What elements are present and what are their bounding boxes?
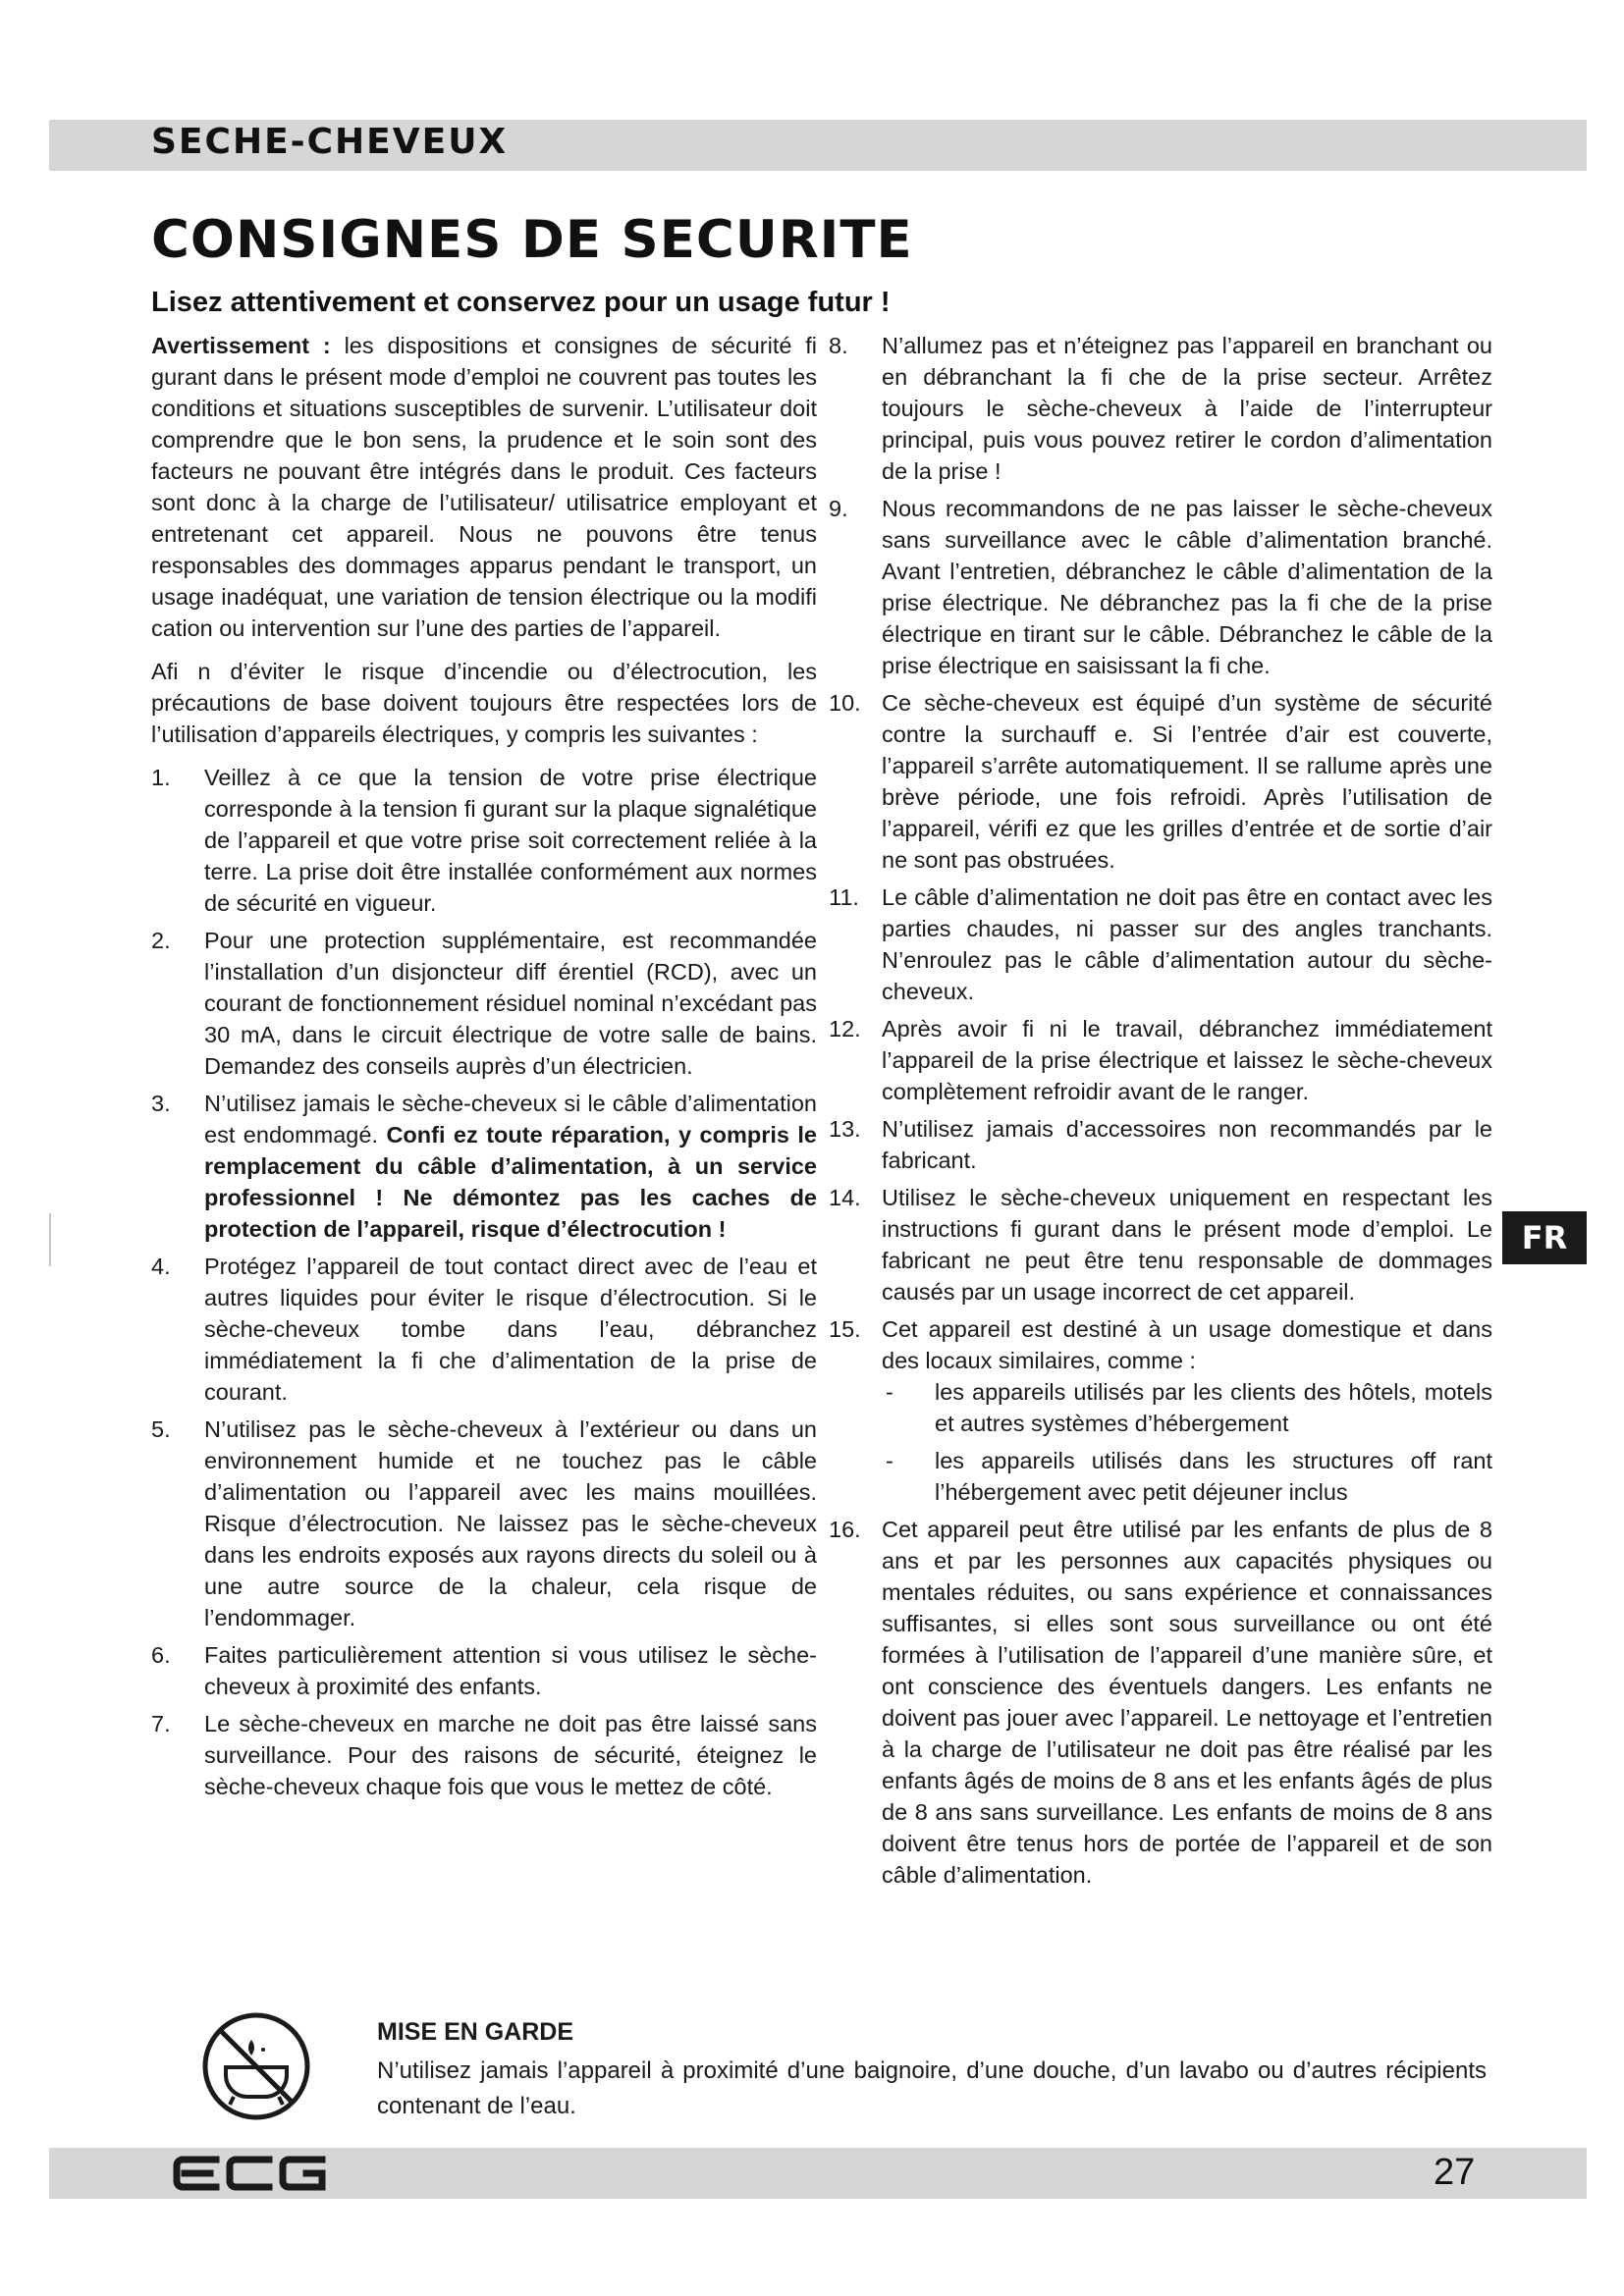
notice-title: MISE EN GARDE (377, 2018, 574, 2046)
item-text: N’utilisez jamais d’accessoires non recommandés par le fabricant. (882, 1116, 1492, 1173)
item-number: 15. (829, 1316, 861, 1342)
item-number: 10. (829, 690, 861, 716)
list-item (829, 1514, 1492, 1891)
list-item (829, 1113, 1492, 1176)
list-item (151, 1639, 817, 1702)
safety-list-right (829, 330, 1492, 1891)
subtitle: Lisez attentivement et conservez pour un usage futur ! (151, 287, 891, 318)
notice-text: N’utilisez jamais l’appareil à proximité d’une baignoire, d’une douche, d’un lavabo ou d’autres récipients contenant de l’eau. (377, 2057, 1487, 2119)
list-item (829, 687, 1492, 876)
safety-list-left (151, 762, 817, 1802)
sub-list-item: - les appareils utilisés dans les structures off rant l’hébergement avec petit déjeuner inclus (882, 1445, 1492, 1508)
item-text: Cet appareil peut être utilisé par les enfants de plus de 8 ans et par les personnes aux capacités physiques ou mentales réduites, ou sans expérience et connaissances suffisantes, si elles sont sous surveillance ou ont été formées à l’utilisation de l’appareil d’une manière sûre, et ont conscience des éventuels dangers. Les enfants ne doivent pas jouer avec l’appareil. Le nettoyage et l’entretien à la charge de l’utilisateur ne doit pas être réalisé par les enfants âgés de moins de 8 ans et les enfants âgés de plus de 8 ans sans surveillance. Les enfants de moins de 8 ans doivent être tenus hors de portée de l’appareil et de son câble d’alimentation. (882, 1517, 1492, 1888)
list-item (151, 762, 817, 919)
item-number: 13. (829, 1116, 861, 1142)
list-item (151, 1088, 817, 1245)
item-number: 9. (829, 496, 848, 521)
item-number: 11. (829, 884, 859, 910)
item-number: 7. (151, 1711, 171, 1736)
margin-mark (49, 1213, 51, 1266)
item-text: N’utilisez jamais le sèche-cheveux si le câble d’alimentation est endommagé. (204, 1091, 817, 1148)
item-number: 14. (829, 1185, 861, 1210)
item-bold-text: Confi ez toute réparation, y compris le remplacement du câble d’alimentation, à un service professionnel ! Ne démontez pas les caches de protection de l’appareil, risque d’électrocution ! (204, 1122, 817, 1242)
item-number: 3. (151, 1091, 171, 1116)
item-text: Faites particulièrement attention si vous utilisez le sèche-cheveux à proximité des enfants. (204, 1642, 817, 1699)
list-item (829, 881, 1492, 1007)
item-text: Le câble d’alimentation ne doit pas être en contact avec les parties chaudes, ni passer sur des angles tranchants. N’enroulez pas le câble d’alimentation autour du sèche-cheveux. (882, 884, 1492, 1004)
item-number: 2. (151, 928, 171, 953)
item-number: 12. (829, 1016, 861, 1041)
list-item (829, 330, 1492, 487)
page-number: 27 (1434, 2152, 1476, 2193)
list-item (151, 925, 817, 1082)
item-text: Protégez l’appareil de tout contact direct avec de l’eau et autres liquides pour éviter le risque d’électrocution. Si le sèche-cheveux tombe dans l’eau, débranchez immédiatement la fi che d’alimentation de la prise de courant. (204, 1254, 817, 1405)
right-column (829, 330, 1492, 1896)
item-text: Pour une protection supplémentaire, est recommandée l’installation d’un disjoncteur diff érentiel (RCD), avec un courant de fonctionnement résiduel nominal n’excédant pas 30 mA, dans le circuit électrique de votre salle de bains. Demandez des conseils auprès d’un électricien. (204, 928, 817, 1079)
item-text: Utilisez le sèche-cheveux uniquement en respectant les instructions fi gurant dans le présent mode d’emploi. Le fabricant ne peut être tenu responsable de dommages causés par un usage incorrect de cet appareil. (882, 1185, 1492, 1305)
item-text: N’utilisez pas le sèche-cheveux à l’extérieur ou dans un environnement humide et ne touchez pas le câble d’alimentation ou l’appareil avec les mains mouillées. Risque d’électrocution. Ne laissez pas le sèche-cheveux dans les endroits exposés aux rayons directs du soleil ou à une autre source de la chaleur, cela risque de l’endommager. (204, 1416, 817, 1630)
item-text: Nous recommandons de ne pas laisser le sèche-cheveux sans surveillance avec le câble d’alimentation branché. Avant l’entretien, débranchez le câble d’alimentation de la prise électrique. Ne débranchez pas la fi che de la prise électrique en tirant sur le câble. Débranchez le câble de la prise électrique en saisissant la fi che. (882, 496, 1492, 678)
item-text: Ce sèche-cheveux est équipé d’un système de sécurité contre la surchauff e. Si l’entrée d’air est couverte, l’appareil s’arrête automatiquement. Il se rallume après une brève période, une fois refroidi. Après l’utilisation de l’appareil, vérifi ez que les grilles d’entrée et de sortie d’air ne sont pas obstruées. (882, 690, 1492, 873)
list-item (151, 1414, 817, 1633)
item-text: N’allumez pas et n’éteignez pas l’appareil en branchant ou en débranchant la fi che de la prise secteur. Arrêtez toujours le sèche-cheveux à l’aide de l’interrupteur principal, puis vous pouvez retirer le cordon d’alimentation de la prise ! (882, 333, 1492, 484)
item-text: Le sèche-cheveux en marche ne doit pas être laissé sans surveillance. Pour des raisons de sécurité, éteignez le sèche-cheveux chaque fois que vous le mettez de côté. (204, 1711, 817, 1799)
item-text: Cet appareil est destiné à un usage domestique et dans des locaux similaires, comme : (882, 1316, 1492, 1373)
sub-list-item: - les appareils utilisés par les clients des hôtels, motels et autres systèmes d’hébergement (882, 1376, 1492, 1439)
item-text: Après avoir fi ni le travail, débranchez immédiatement l’appareil de la prise électrique et laissez le sèche-cheveux complètement refroidir avant de le ranger. (882, 1016, 1492, 1104)
item-number: 5. (151, 1416, 171, 1442)
warning-text: les dispositions et consignes de sécurité fi gurant dans le présent mode d’emploi ne couvrent pas toutes les conditions et situations susceptibles de survenir. L’utilisateur doit comprendre que le bon sens, la prudence et le soin sont des facteurs ne pouvant être intégrés dans le produit. Ces facteurs sont donc à la charge de l’utilisateur/ utilisatrice employant et entretenant cet appareil. Nous ne pouvons être tenus responsables des dommages apparus pendant le transport, un usage inadéquat, une variation de tension électrique ou la modifi cation ou intervention sur l’une des parties de l’appareil. (151, 333, 817, 641)
list-item (151, 1251, 817, 1408)
item-number: 16. (829, 1517, 861, 1542)
item-text: Veillez à ce que la tension de votre prise électrique corresponde à la tension fi gurant sur la plaque signalétique de l’appareil et que votre prise soit correctement reliée à la terre. La prise doit être installée conformément aux normes de sécurité en vigueur. (204, 765, 817, 916)
list-item (151, 1708, 817, 1802)
warning-label: Avertissement : (151, 333, 331, 358)
item-number: 4. (151, 1254, 171, 1279)
page-title: CONSIGNES DE SECURITE (151, 210, 913, 270)
sub-list (882, 1376, 1492, 1508)
item-number: 8. (829, 333, 848, 358)
list-item (829, 1313, 1492, 1508)
section-title: SECHE-CHEVEUX (151, 122, 509, 162)
language-tab: FR (1502, 1211, 1587, 1264)
no-water-bathtub-icon (200, 2010, 312, 2122)
item-number: 6. (151, 1642, 171, 1668)
warning-paragraph (151, 330, 817, 644)
list-item (829, 1182, 1492, 1308)
list-item (829, 493, 1492, 681)
ecg-logo (173, 2156, 330, 2191)
intro-paragraph: Afi n d’éviter le risque d’incendie ou d’électrocution, les précautions de base doivent toujours être respectées lors de l’utilisation d’appareils électriques, y compris les suivantes : (151, 659, 817, 747)
item-number: 1. (151, 765, 171, 790)
list-item (829, 1013, 1492, 1107)
left-column (151, 330, 817, 1808)
